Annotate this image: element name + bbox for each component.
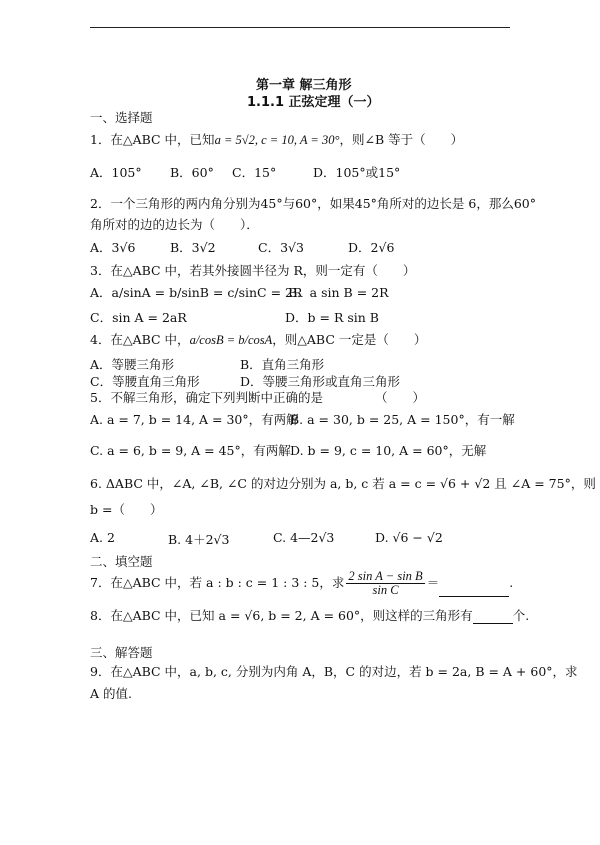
question-7	[90, 570, 513, 597]
q4-option-a: A．等腰三角形	[90, 357, 175, 372]
question-4	[90, 330, 426, 348]
q3-option-a: A．a/sinA = b/sinB = c/sinC = 2R	[90, 285, 303, 300]
question-8	[90, 606, 529, 624]
q1-option-a: A．105°	[90, 165, 142, 180]
q7-fraction	[346, 570, 424, 597]
q5-option-a: A. a = 7, b = 14, A = 30°，有两解	[90, 412, 299, 427]
q6-option-c: C. 4—2√3	[273, 530, 335, 545]
q1-text: 在△ABC 中，已知	[110, 132, 215, 147]
q3-option-d: D．b = R sin B	[285, 310, 379, 325]
question-1	[90, 130, 463, 148]
q1-number: 1．	[90, 132, 111, 147]
q1-option-d: D．105°或15°	[313, 165, 401, 180]
q7-fraction-denominator: sin C	[372, 583, 399, 598]
q1-option-b: B．60°	[170, 165, 214, 180]
q4-option-b: B．直角三角形	[240, 357, 325, 372]
chapter-title: 第一章 解三角形	[256, 78, 352, 93]
section-title: 1.1.1 正弦定理（一）	[247, 95, 380, 110]
q4-option-d: D．等腰三角形或直角三角形	[240, 374, 401, 389]
q5-paren: （ ）	[375, 390, 426, 405]
q6-option-a: A. 2	[90, 530, 115, 545]
q8-answer-blank[interactable]	[473, 611, 513, 624]
q4-option-c: C．等腰直角三角形	[90, 374, 200, 389]
q7-equals: ＝	[426, 575, 440, 591]
q1-condition: a = 5√2, c = 10, A = 30°	[214, 133, 340, 147]
q9-line-1: 9．在△ABC 中，a, b, c, 分别为内角 A，B，C 的对边，若 b = 2a, B = A + 60°，求	[90, 664, 578, 679]
q7-fraction-numerator: 2 sin A − sin B	[348, 569, 423, 583]
q4-number: 4．在△ABC 中，	[90, 332, 190, 347]
q7-text: 7．在△ABC 中，若 a : b : c = 1 : 3 : 5，求	[90, 575, 345, 591]
q2-option-a: A．3√6	[90, 240, 136, 255]
q2-line-2: 角所对的边的边长为（ ）．	[90, 217, 259, 232]
top-rule	[90, 27, 510, 28]
q6-option-b: B. 4＋2√3	[168, 532, 230, 547]
q3-option-c: C．sin A = 2aR	[90, 310, 187, 325]
q7-answer-blank[interactable]	[439, 584, 509, 597]
section-fill-heading: 二、填空题	[90, 554, 153, 569]
q2-line-1: 2．一个三角形的两内角分别为45°与60°，如果45°角所对的边长是 6，那么60°	[90, 196, 537, 211]
section-choice-heading: 一、选择题	[90, 110, 153, 125]
q5-stem: 5．不解三角形，确定下列判断中正确的是	[90, 390, 323, 405]
q1-option-c: C．15°	[232, 165, 277, 180]
q2-option-c: C．3√3	[258, 240, 304, 255]
q5-option-d: D. b = 9, c = 10, A = 60°，无解	[290, 443, 487, 458]
q9-line-2: A 的值.	[90, 686, 132, 701]
section-answer-heading: 三、解答题	[90, 645, 153, 660]
q2-option-b: B．3√2	[170, 240, 216, 255]
q6-line-2: b =（ ）	[90, 502, 163, 517]
q4-condition: a/cosB = b/cosA	[189, 333, 273, 347]
q5-option-c: C. a = 6, b = 9, A = 45°，有两解	[90, 443, 291, 458]
q6-option-d: D. √6 − √2	[375, 530, 443, 545]
q1-question: ，则∠B 等于（ ）	[339, 132, 464, 147]
q4-question: ，则△ABC 一定是（ ）	[272, 332, 427, 347]
q7-end: .	[509, 575, 514, 591]
q2-option-d: D．2√6	[348, 240, 395, 255]
q8-end: 个.	[512, 608, 530, 623]
q5-option-b: B. a = 30, b = 25, A = 150°，有一解	[290, 412, 515, 427]
q8-text: 8．在△ABC 中，已知 a = √6, b = 2, A = 60°，则这样的三角形有	[90, 608, 473, 623]
q3-option-b: B．a sin B = 2R	[288, 285, 389, 300]
q3-stem: 3．在△ABC 中，若其外接圆半径为 R，则一定有（ ）	[90, 263, 416, 278]
q6-line-1: 6. ΔABC 中，∠A, ∠B, ∠C 的对边分别为 a, b, c 若 a = c = √6 + √2 且 ∠A = 75°，则	[90, 476, 596, 491]
